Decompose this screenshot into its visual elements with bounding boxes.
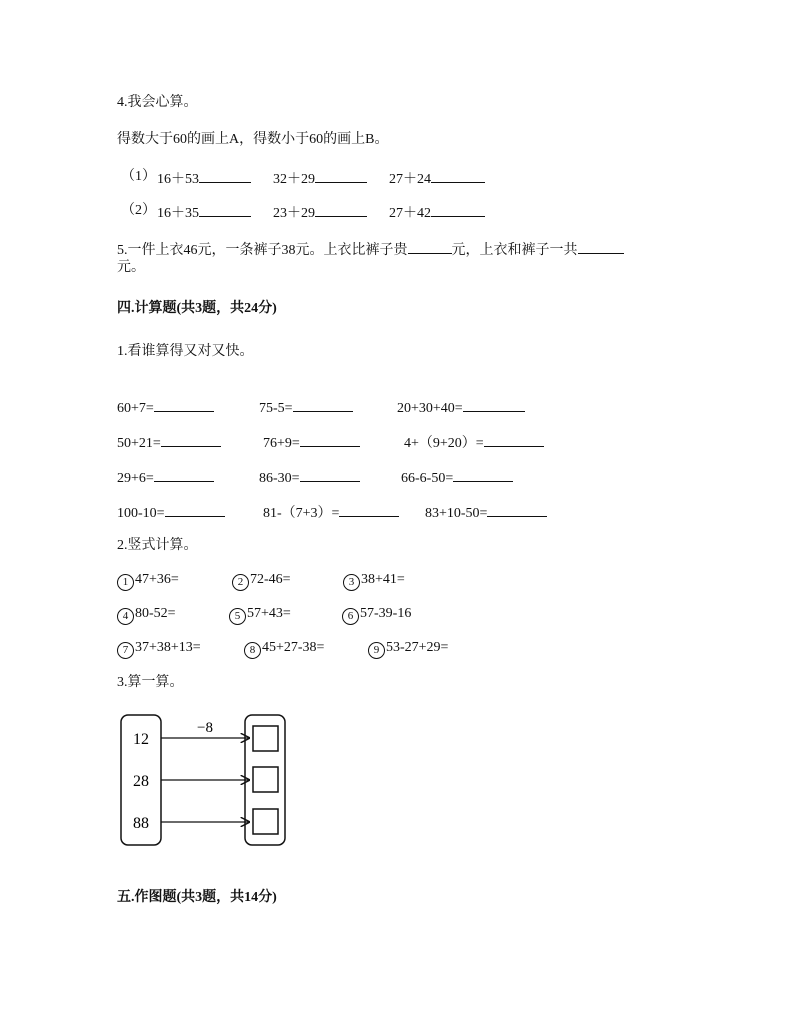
circled-number: 5 bbox=[229, 608, 246, 625]
calc2-item: 3 38+41= bbox=[343, 571, 405, 591]
calc2-item: 1 47+36= bbox=[117, 571, 179, 591]
answer-blank[interactable] bbox=[578, 239, 624, 254]
calc1-r4-c1: 100-10= bbox=[117, 502, 225, 523]
answer-blank[interactable] bbox=[293, 397, 353, 412]
calc1-r1-c2: 75-5= bbox=[259, 397, 353, 418]
calc2-title: 2.竖式计算。 bbox=[117, 538, 198, 553]
section4-title: 四.计算题(共3题，共24分) bbox=[117, 301, 277, 316]
answer-blank[interactable] bbox=[154, 467, 214, 482]
answer-blank[interactable] bbox=[315, 168, 367, 183]
calc1-r2-c1: 50+21= bbox=[117, 432, 221, 453]
calc1-title: 1.看谁算得又对又快。 bbox=[117, 344, 254, 359]
calc1-r3-c2: 86-30= bbox=[259, 467, 360, 488]
calc3-title: 3.算一算。 bbox=[117, 675, 184, 690]
section5-title: 五.作图题(共3题，共14分) bbox=[117, 890, 277, 905]
input-value: 28 bbox=[133, 773, 149, 790]
calc2-item: 4 80-52= bbox=[117, 605, 176, 625]
answer-blank[interactable] bbox=[453, 467, 513, 482]
circled-number: 2 bbox=[232, 574, 249, 591]
calc1-r1-c1: 60+7= bbox=[117, 397, 214, 418]
answer-blank[interactable] bbox=[408, 239, 452, 254]
calc1-r4-c3: 83+10-50= bbox=[425, 502, 547, 523]
q4-row1-item2: 32＋29 bbox=[273, 168, 367, 189]
q4-row2-item3: 27＋42 bbox=[389, 202, 485, 223]
circled-number: 1 bbox=[117, 574, 134, 591]
calc2-item: 9 53-27+29= bbox=[368, 639, 448, 659]
calc2-item: 5 57+43= bbox=[229, 605, 291, 625]
circled-number: 6 bbox=[342, 608, 359, 625]
output-column-box bbox=[245, 715, 285, 845]
answer-blank[interactable] bbox=[431, 202, 485, 217]
calc1-r4-c2: 81-（7+3）= bbox=[263, 502, 399, 523]
calc2-item: 6 57-39-16 bbox=[342, 605, 411, 625]
calc1-r2-c2: 76+9= bbox=[263, 432, 360, 453]
input-value: 88 bbox=[133, 815, 149, 832]
answer-blank[interactable] bbox=[300, 467, 360, 482]
q5-text-end: 元。 bbox=[117, 260, 145, 275]
answer-blank[interactable] bbox=[431, 168, 485, 183]
q4-row1-label: （1） bbox=[121, 169, 156, 184]
answer-blank[interactable] bbox=[487, 502, 547, 517]
input-value: 12 bbox=[133, 731, 149, 748]
calc2-item: 7 37+38+13= bbox=[117, 639, 201, 659]
mapping-diagram bbox=[117, 712, 297, 850]
answer-blank[interactable] bbox=[165, 502, 225, 517]
q4-row1-item1: 16＋53 bbox=[157, 168, 251, 189]
q4-instruction: 得数大于60的画上A，得数小于60的画上B。 bbox=[117, 132, 389, 147]
answer-blank[interactable] bbox=[161, 432, 221, 447]
answer-box[interactable] bbox=[253, 809, 278, 834]
answer-blank[interactable] bbox=[199, 202, 251, 217]
answer-blank[interactable] bbox=[154, 397, 214, 412]
answer-box[interactable] bbox=[253, 767, 278, 792]
answer-blank[interactable] bbox=[315, 202, 367, 217]
calc1-r3-c1: 29+6= bbox=[117, 467, 214, 488]
q4-title: 4.我会心算。 bbox=[117, 95, 198, 110]
operation-label: −8 bbox=[197, 720, 213, 736]
calc2-item: 8 45+27-38= bbox=[244, 639, 324, 659]
circled-number: 7 bbox=[117, 642, 134, 659]
answer-blank[interactable] bbox=[463, 397, 525, 412]
answer-blank[interactable] bbox=[484, 432, 544, 447]
answer-blank[interactable] bbox=[339, 502, 399, 517]
calc1-r1-c3: 20+30+40= bbox=[397, 397, 525, 418]
q4-row1-item3: 27＋24 bbox=[389, 168, 485, 189]
q4-row2-item2: 23＋29 bbox=[273, 202, 367, 223]
answer-blank[interactable] bbox=[300, 432, 360, 447]
answer-box[interactable] bbox=[253, 726, 278, 751]
circled-number: 4 bbox=[117, 608, 134, 625]
calc1-r3-c3: 66-6-50= bbox=[401, 467, 513, 488]
q5-text: 5.一件上衣46元，一条裤子38元。上衣比裤子贵 元，上衣和裤子一共 bbox=[117, 239, 624, 260]
circled-number: 3 bbox=[343, 574, 360, 591]
circled-number: 8 bbox=[244, 642, 261, 659]
q4-row2-item1: 16＋35 bbox=[157, 202, 251, 223]
circled-number: 9 bbox=[368, 642, 385, 659]
answer-blank[interactable] bbox=[199, 168, 251, 183]
calc2-item: 2 72-46= bbox=[232, 571, 291, 591]
q4-row2-label: （2） bbox=[121, 203, 156, 218]
calc1-r2-c3: 4+（9+20）= bbox=[404, 432, 544, 453]
